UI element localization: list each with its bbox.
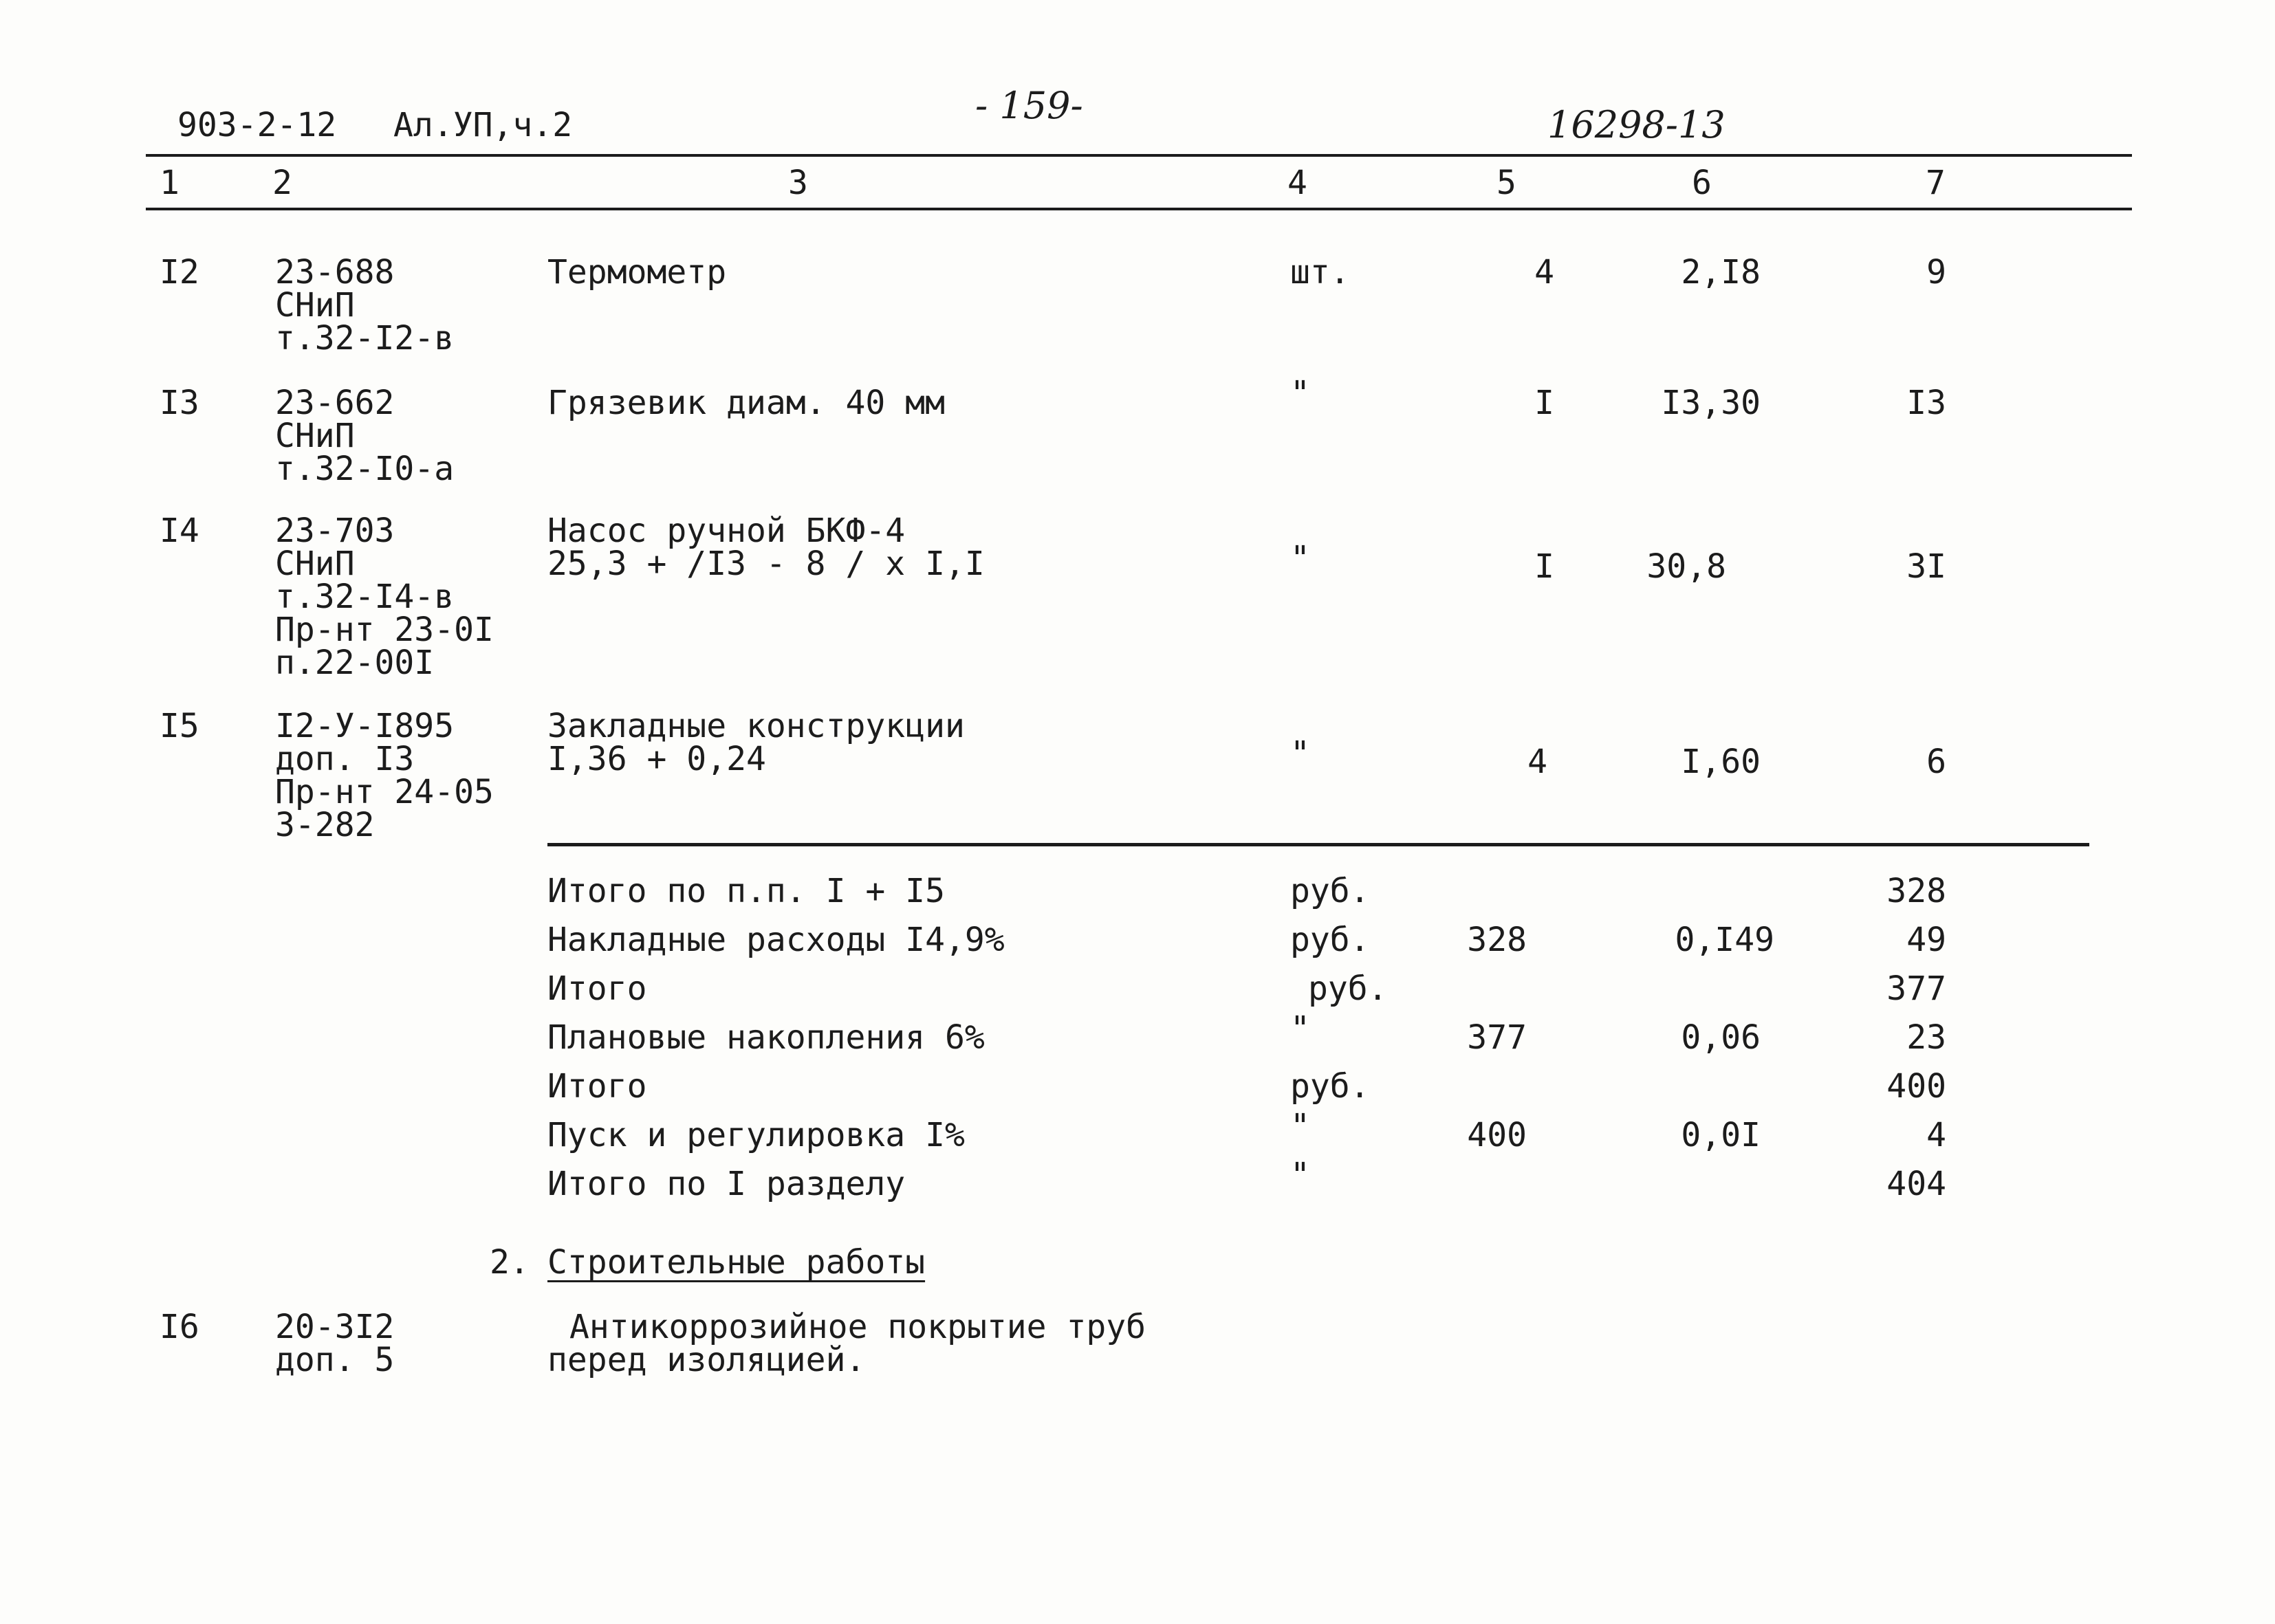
col-6-header: 6 [1692,164,1712,202]
summary-unit: руб. [1308,969,1388,1008]
summary-unit: " [1290,1009,1310,1048]
reference-code: п.22-00I [275,644,435,682]
summary-label: Плановые накопления 6% [547,1018,985,1057]
summary-label: Накладные расходы I4,9% [547,921,1005,959]
item-name: перед изоляцией. [547,1341,866,1379]
col-3-header: 3 [788,164,808,202]
summary-total: 400 [1886,1067,1946,1106]
reference-code: доп. 5 [275,1341,395,1379]
unit-price: I3,30 [1661,384,1761,422]
item-name: Закладные конструкции [547,707,965,745]
row-number: I4 [160,512,199,550]
quantity: I [1534,547,1554,586]
summary-total: 328 [1886,872,1946,910]
series-code: 903-2-12 [177,106,337,144]
header-top-rule [146,154,2132,157]
summary-unit: " [1290,1156,1310,1194]
summary-label: Пуск и регулировка I% [547,1116,965,1154]
unit: " [1290,539,1310,578]
reference-code: доп. I3 [275,740,415,778]
album-ref: Ал.УП,ч.2 [393,106,573,144]
summary-unit: " [1290,1107,1310,1145]
reference-code: т.32-I4-в [275,578,455,616]
unit-price: 2,I8 [1681,253,1761,292]
subtotal-rule [547,843,2089,846]
unit-price: I,60 [1681,743,1761,781]
summary-rate: 0,06 [1681,1018,1761,1057]
summary-unit: руб. [1290,872,1370,910]
reference-code: СНиП [275,286,355,325]
section-number: 2. [490,1243,530,1282]
total-cost: I3 [1906,384,1946,422]
reference-code: 23-688 [275,253,395,292]
summary-base: 377 [1467,1018,1527,1057]
quantity: 4 [1534,253,1554,292]
total-cost: 3I [1906,547,1946,586]
summary-base: 328 [1467,921,1527,959]
summary-total: 23 [1906,1018,1946,1057]
unit: шт. [1290,253,1350,292]
reference-code: 3-282 [275,806,375,844]
col-7-header: 7 [1926,164,1946,202]
col-2-header: 2 [272,164,292,202]
summary-unit: руб. [1290,921,1370,959]
summary-total: 49 [1906,921,1946,959]
unit: " [1290,734,1310,773]
reference-code: т.32-I0-а [275,450,455,488]
summary-rate: 0,I49 [1675,921,1774,959]
reference-code: 23-662 [275,384,395,422]
reference-code: Пр-нт 23-0I [275,611,494,649]
col-1-header: 1 [160,164,179,202]
item-name: Грязевик диам. 40 мм [547,384,945,422]
item-formula: I,36 + 0,24 [547,740,766,778]
summary-rate: 0,0I [1681,1116,1761,1154]
row-number: I5 [160,707,199,745]
total-cost: 9 [1926,253,1946,292]
summary-label: Итого [547,1067,647,1106]
row-number: I6 [160,1308,199,1346]
col-4-header: 4 [1287,164,1307,202]
summary-label: Итого по I разделу [547,1165,906,1203]
summary-label: Итого по п.п. I + I5 [547,872,945,910]
unit-price: 30,8 [1646,547,1726,586]
row-number: I2 [160,253,199,292]
document-number: 16298-13 [1547,103,1726,146]
summary-base: 400 [1467,1116,1527,1154]
reference-code: I2-У-I895 [275,707,455,745]
summary-total: 404 [1886,1165,1946,1203]
reference-code: 20-3I2 [275,1308,395,1346]
header-bottom-rule [146,208,2132,210]
item-formula: 25,3 + /I3 - 8 / х I,I [547,545,985,583]
reference-code: СНиП [275,545,355,583]
item-name: Насос ручной БКФ-4 [547,512,906,550]
reference-code: СНиП [275,417,355,455]
summary-label: Итого [547,969,647,1008]
summary-total: 4 [1926,1116,1946,1154]
reference-code: 23-703 [275,512,395,550]
page-number: - 159- [975,84,1083,127]
item-name: Термометр [547,253,727,292]
section-title: Строительные работы [547,1243,926,1282]
quantity: I [1534,384,1554,422]
reference-code: Пр-нт 24-05 [275,773,494,811]
item-name: Антикоррозийное покрытие труб [569,1308,1146,1346]
col-5-header: 5 [1496,164,1516,202]
reference-code: т.32-I2-в [275,319,455,358]
total-cost: 6 [1926,743,1946,781]
summary-total: 377 [1886,969,1946,1008]
row-number: I3 [160,384,199,422]
quantity: 4 [1527,743,1547,781]
summary-unit: руб. [1290,1067,1370,1106]
unit: " [1290,374,1310,413]
